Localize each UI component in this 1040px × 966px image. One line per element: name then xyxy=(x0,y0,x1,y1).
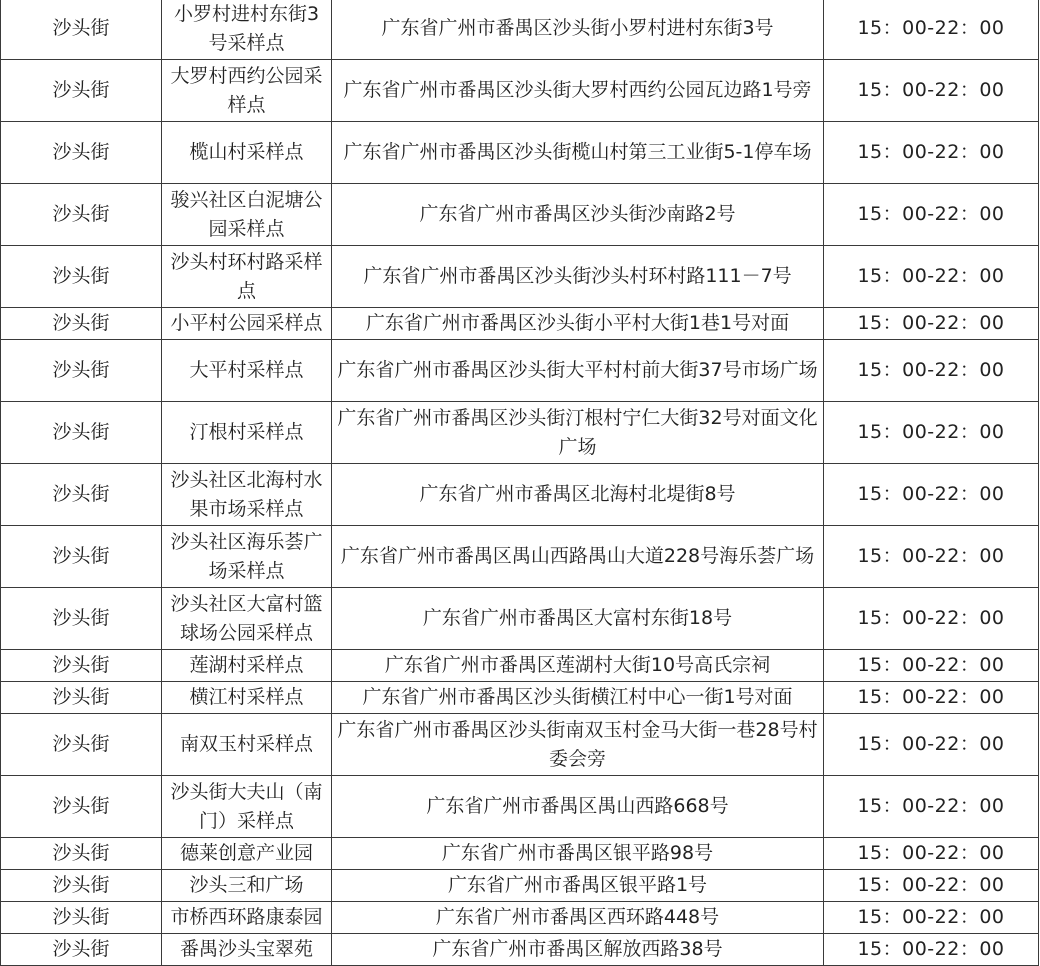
hours-cell: 15：00-22：00 xyxy=(824,526,1039,588)
table-row xyxy=(1,838,1039,870)
street-cell: 沙头街 xyxy=(1,588,162,650)
site-cell: 番禺沙头宝翠苑 xyxy=(162,934,332,966)
address-cell: 广东省广州市番禺区沙头街榄山村第三工业街5-1停车场 xyxy=(332,122,824,184)
address-cell: 广东省广州市番禺区西环路448号 xyxy=(332,902,824,934)
site-cell: 大平村采样点 xyxy=(162,340,332,402)
site-cell: 市桥西环路康泰园 xyxy=(162,902,332,934)
table-row xyxy=(1,588,1039,650)
table-row xyxy=(1,526,1039,588)
site-cell: 莲湖村采样点 xyxy=(162,650,332,682)
site-cell: 沙头街大夫山（南门）采样点 xyxy=(162,776,332,838)
address-cell: 广东省广州市番禺区沙头街沙南路2号 xyxy=(332,184,824,246)
hours-cell: 15：00-22：00 xyxy=(824,0,1039,60)
street-cell: 沙头街 xyxy=(1,902,162,934)
hours-cell: 15：00-22：00 xyxy=(824,122,1039,184)
street-cell: 沙头街 xyxy=(1,308,162,340)
hours-cell: 15：00-22：00 xyxy=(824,340,1039,402)
hours-cell: 15：00-22：00 xyxy=(824,776,1039,838)
site-cell: 小罗村进村东街3号采样点 xyxy=(162,0,332,60)
site-cell: 沙头社区北海村水果市场采样点 xyxy=(162,464,332,526)
table-row xyxy=(1,870,1039,902)
hours-cell: 15：00-22：00 xyxy=(824,682,1039,714)
hours-cell: 15：00-22：00 xyxy=(824,402,1039,464)
street-cell: 沙头街 xyxy=(1,402,162,464)
table-row xyxy=(1,682,1039,714)
street-cell: 沙头街 xyxy=(1,246,162,308)
site-cell: 大罗村西约公园采样点 xyxy=(162,60,332,122)
table-row xyxy=(1,0,1039,60)
address-cell: 广东省广州市番禺区解放西路38号 xyxy=(332,934,824,966)
table-row xyxy=(1,902,1039,934)
address-cell: 广东省广州市番禺区银平路1号 xyxy=(332,870,824,902)
hours-cell: 15：00-22：00 xyxy=(824,714,1039,776)
hours-cell: 15：00-22：00 xyxy=(824,870,1039,902)
table-row xyxy=(1,246,1039,308)
table-row xyxy=(1,714,1039,776)
site-cell: 骏兴社区白泥塘公园采样点 xyxy=(162,184,332,246)
street-cell: 沙头街 xyxy=(1,0,162,60)
table-row xyxy=(1,464,1039,526)
hours-cell: 15：00-22：00 xyxy=(824,588,1039,650)
table-row xyxy=(1,122,1039,184)
site-cell: 沙头村环村路采样点 xyxy=(162,246,332,308)
street-cell: 沙头街 xyxy=(1,122,162,184)
hours-cell: 15：00-22：00 xyxy=(824,934,1039,966)
site-cell: 德莱创意产业园 xyxy=(162,838,332,870)
address-cell: 广东省广州市番禺区沙头街南双玉村金马大街一巷28号村委会旁 xyxy=(332,714,824,776)
address-cell: 广东省广州市番禺区大富村东街18号 xyxy=(332,588,824,650)
street-cell: 沙头街 xyxy=(1,682,162,714)
hours-cell: 15：00-22：00 xyxy=(824,838,1039,870)
table-row xyxy=(1,402,1039,464)
hours-cell: 15：00-22：00 xyxy=(824,308,1039,340)
address-cell: 广东省广州市番禺区沙头街横江村中心一街1号对面 xyxy=(332,682,824,714)
street-cell: 沙头街 xyxy=(1,340,162,402)
site-cell: 榄山村采样点 xyxy=(162,122,332,184)
site-cell: 小平村公园采样点 xyxy=(162,308,332,340)
hours-cell: 15：00-22：00 xyxy=(824,902,1039,934)
table-row xyxy=(1,776,1039,838)
table-row xyxy=(1,340,1039,402)
street-cell: 沙头街 xyxy=(1,934,162,966)
table-body xyxy=(1,0,1039,966)
street-cell: 沙头街 xyxy=(1,776,162,838)
site-cell: 沙头社区大富村篮球场公园采样点 xyxy=(162,588,332,650)
table-row xyxy=(1,934,1039,966)
site-cell: 沙头三和广场 xyxy=(162,870,332,902)
address-cell: 广东省广州市番禺区北海村北堤街8号 xyxy=(332,464,824,526)
hours-cell: 15：00-22：00 xyxy=(824,650,1039,682)
street-cell: 沙头街 xyxy=(1,714,162,776)
address-cell: 广东省广州市番禺区沙头街小平村大街1巷1号对面 xyxy=(332,308,824,340)
hours-cell: 15：00-22：00 xyxy=(824,184,1039,246)
site-cell: 南双玉村采样点 xyxy=(162,714,332,776)
hours-cell: 15：00-22：00 xyxy=(824,246,1039,308)
street-cell: 沙头街 xyxy=(1,464,162,526)
street-cell: 沙头街 xyxy=(1,838,162,870)
street-cell: 沙头街 xyxy=(1,60,162,122)
site-cell: 横江村采样点 xyxy=(162,682,332,714)
street-cell: 沙头街 xyxy=(1,184,162,246)
table-row xyxy=(1,308,1039,340)
table-row xyxy=(1,184,1039,246)
table-row xyxy=(1,650,1039,682)
site-cell: 汀根村采样点 xyxy=(162,402,332,464)
address-cell: 广东省广州市番禺区沙头街沙头村环村路111－7号 xyxy=(332,246,824,308)
hours-cell: 15：00-22：00 xyxy=(824,464,1039,526)
table-row xyxy=(1,60,1039,122)
address-cell: 广东省广州市番禺区沙头街大平村村前大街37号市场广场 xyxy=(332,340,824,402)
street-cell: 沙头街 xyxy=(1,650,162,682)
hours-cell: 15：00-22：00 xyxy=(824,60,1039,122)
address-cell: 广东省广州市番禺区沙头街小罗村进村东街3号 xyxy=(332,0,824,60)
address-cell: 广东省广州市番禺区沙头街汀根村宁仁大街32号对面文化广场 xyxy=(332,402,824,464)
address-cell: 广东省广州市番禺区沙头街大罗村西约公园瓦边路1号旁 xyxy=(332,60,824,122)
address-cell: 广东省广州市番禺区莲湖村大街10号高氏宗祠 xyxy=(332,650,824,682)
street-cell: 沙头街 xyxy=(1,526,162,588)
address-cell: 广东省广州市番禺区禺山西路668号 xyxy=(332,776,824,838)
address-cell: 广东省广州市番禺区银平路98号 xyxy=(332,838,824,870)
street-cell: 沙头街 xyxy=(1,870,162,902)
address-cell: 广东省广州市番禺区禺山西路禺山大道228号海乐荟广场 xyxy=(332,526,824,588)
site-cell: 沙头社区海乐荟广场采样点 xyxy=(162,526,332,588)
